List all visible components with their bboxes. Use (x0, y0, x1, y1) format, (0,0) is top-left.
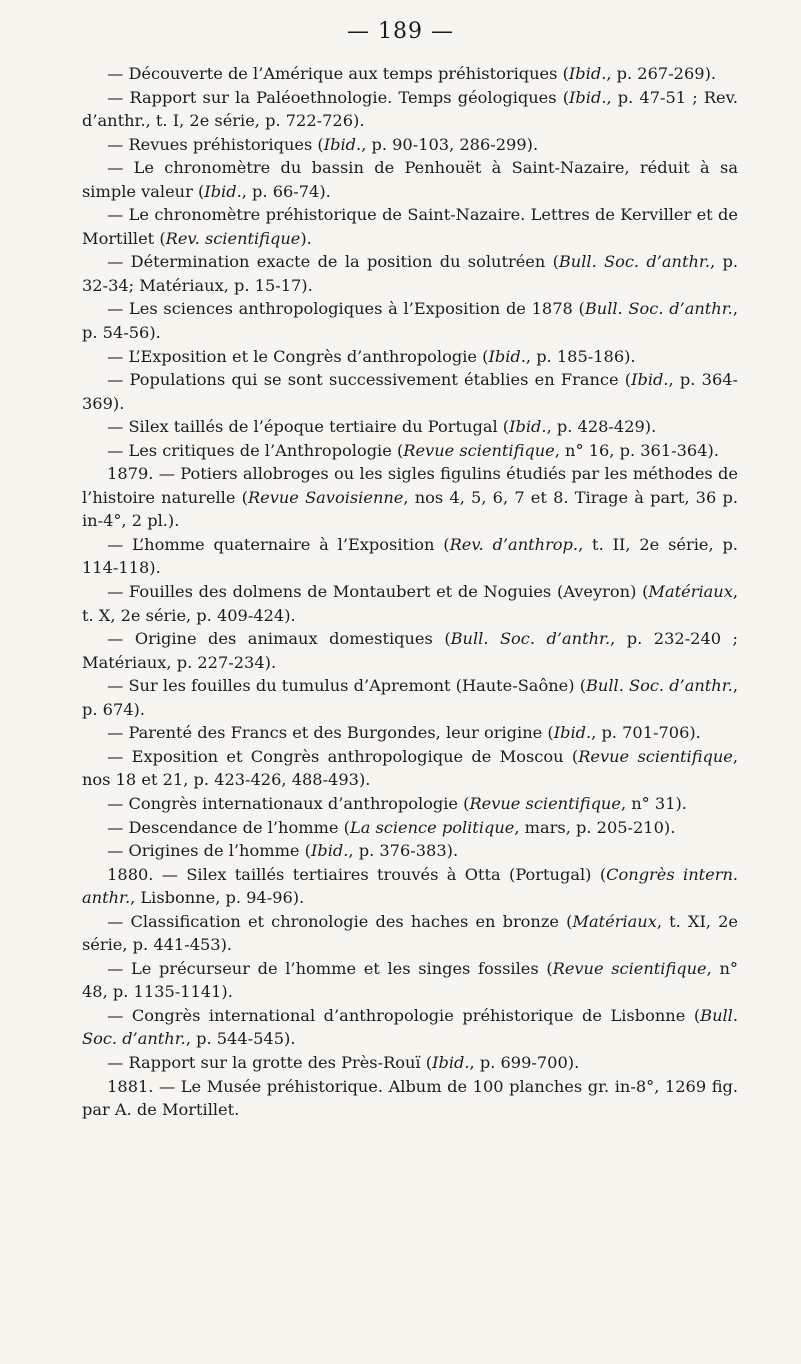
entry-source: Ibid. (631, 370, 669, 390)
entry-source: Revue scientifique (403, 440, 555, 460)
bibliography-entry (82, 533, 738, 580)
bibliography-list (82, 62, 738, 1122)
entry-details: , p. 544-545). (185, 1029, 296, 1049)
entry-paren: ( (192, 181, 205, 201)
entry-title: Le chronomètre préhistorique de Saint-Nazaire. Lettres de Kerviller et de Mortillet (82, 205, 738, 248)
entry-details: , p. 674). (82, 676, 738, 719)
entry-title: Congrès international d’anthropologie préhistorique de Lisbonne (131, 1005, 686, 1025)
entry-prefix: — (107, 1005, 132, 1025)
entry-source: Bull. Soc. d’anthr. (558, 252, 711, 272)
entry-details: , p. 376-383). (348, 841, 459, 861)
entry-paren: ( (420, 1052, 433, 1072)
entry-details: , p. 699-700). (469, 1052, 580, 1072)
entry-details: , mars, p. 205-210). (514, 817, 676, 837)
entry-title: Origines de l’homme (128, 841, 300, 861)
entry-details: , p. 428-429). (546, 417, 657, 437)
entry-prefix: — (107, 582, 129, 602)
bibliography-entry (82, 156, 738, 203)
entry-source: Revue scientifique (578, 746, 733, 766)
entry-title: Congrès internationaux d’anthropologie (128, 793, 458, 813)
entry-prefix: — (107, 134, 129, 154)
entry-source: Ibid. (432, 1052, 470, 1072)
entry-prefix: — (107, 817, 129, 837)
bibliography-entry (82, 345, 738, 369)
bibliography-entry (82, 462, 738, 533)
entry-source: Revue scientifique (469, 793, 621, 813)
entry-source: La science politique (349, 817, 515, 837)
bibliography-entry (82, 863, 738, 910)
entry-title: Exposition et Congrès anthropologique de Moscou (131, 746, 564, 766)
entry-details: ). (300, 228, 312, 248)
entry-title: Rapport sur la grotte des Près-Rouï (128, 1052, 421, 1072)
entry-paren: ( (685, 1005, 701, 1025)
entry-title: Potiers allobroges ou les sigles figulins étudiés par les méthodes de l’histoire naturelle (82, 464, 738, 507)
entry-paren: ( (556, 87, 570, 107)
entry-prefix: 1880. — (107, 864, 187, 884)
entry-prefix: — (107, 299, 130, 319)
entry-title: Descendance de l’homme (128, 817, 339, 837)
entry-source: Matériaux (572, 911, 657, 931)
bibliography-entry (82, 627, 738, 674)
entry-paren: ( (591, 864, 607, 884)
entry-title: Classification et chronologie des haches en bronze (130, 911, 559, 931)
bibliography-entry (82, 1075, 738, 1122)
entry-prefix: — (107, 370, 130, 390)
entry-paren: ( (458, 793, 470, 813)
entry-source: Ibid. (568, 64, 607, 83)
entry-prefix: — (107, 440, 129, 460)
entry-prefix: — (107, 64, 129, 83)
bibliography-entry (82, 1051, 738, 1075)
entry-title: Le chronomètre du bassin de Penhouët à Saint-Nazaire, réduit à sa simple valeur (82, 158, 738, 201)
entry-paren: ( (338, 817, 350, 837)
entry-prefix: — (107, 676, 129, 696)
entry-paren: ( (154, 228, 166, 248)
entry-source: Ibid. (310, 841, 349, 861)
entry-prefix: — (107, 158, 134, 178)
entry-prefix: — (107, 1052, 129, 1072)
bibliography-entry (82, 133, 738, 157)
entry-paren: ( (563, 746, 579, 766)
entry-paren: ( (558, 911, 573, 931)
entry-paren: ( (432, 629, 451, 649)
entry-details: , p. 364-369). (82, 370, 739, 413)
entry-details: , n° 48, p. 1135-1141). (82, 958, 738, 1002)
entry-details: , nos 18 et 21, p. 423-426, 488-493). (82, 746, 739, 790)
entry-details: , p. 90-103, 286-299). (361, 134, 539, 154)
entry-details: , t. X, 2e série, p. 409-424). (82, 582, 738, 625)
entry-paren: ( (312, 134, 324, 154)
entry-title: Découverte de l’Amérique aux temps préhistoriques (128, 64, 558, 83)
bibliography-entry (82, 250, 738, 297)
entry-prefix: — (107, 958, 131, 978)
entry-title: Le précurseur de l’homme et les singes fossiles (130, 958, 539, 978)
entry-source: Revue scientifique (552, 958, 707, 978)
entry-prefix: — (107, 205, 129, 225)
entry-details: , p. 267-269). (606, 64, 717, 83)
entry-paren: ( (538, 958, 553, 978)
bibliography-entry (82, 439, 738, 463)
entry-title: Les sciences anthropologiques à l’Exposition de 1878 (129, 299, 573, 319)
entry-prefix: — (107, 534, 133, 554)
entry-title: Populations qui se sont successivement établies en France (129, 370, 619, 390)
entry-details: , p. 32-34; Matériaux, p. 15-17). (82, 252, 738, 295)
bibliography-entry (82, 368, 738, 415)
bibliography-entry (82, 86, 738, 133)
bibliography-entry (82, 721, 738, 745)
entry-title: Les critiques de l’Anthropologie (128, 440, 392, 460)
entry-title: Revues préhistoriques (128, 134, 313, 154)
entry-paren: ( (545, 252, 559, 272)
entry-title: L’Exposition et le Congrès d’anthropologie (128, 346, 477, 366)
entry-title: Origine des animaux domestiques (134, 629, 433, 649)
bibliography-entry (82, 203, 738, 250)
entry-prefix: — (107, 87, 130, 107)
entry-paren: ( (391, 440, 404, 460)
entry-details: , t. II, 2e série, p. 114-118). (82, 534, 738, 578)
entry-prefix: — (107, 793, 129, 813)
entry-details: , p. 185-186). (525, 346, 636, 366)
entry-source: Congrès intern. anthr. (82, 864, 739, 908)
bibliography-entry (82, 297, 738, 344)
entry-source: Bull. Soc. d’anthr. (584, 299, 733, 319)
entry-paren: ( (618, 370, 632, 390)
bibliography-entry (82, 415, 738, 439)
page-number: — 189 — (347, 19, 454, 44)
entry-source: Ibid. (488, 346, 526, 366)
entry-paren: ( (572, 299, 585, 319)
entry-paren: ( (299, 841, 311, 861)
entry-prefix: — (107, 911, 131, 931)
entry-prefix: — (107, 417, 129, 437)
bibliography-entry (82, 910, 738, 957)
entry-paren: ( (574, 676, 587, 696)
entry-title: Parenté des Francs et des Burgondes, leur origine (128, 723, 543, 743)
entry-title: Le Musée préhistorique. Album de 100 planches gr. in-8°, 1269 fig. par A. de Mortillet. (82, 1076, 739, 1120)
entry-paren: ( (235, 487, 248, 507)
entry-details: , n° 31). (620, 793, 687, 813)
bibliography-entry (82, 792, 738, 816)
entry-title: Fouilles des dolmens de Montaubert et de Noguies (Aveyron) (129, 582, 637, 602)
bibliography-entry (82, 674, 738, 721)
entry-prefix: — (107, 723, 129, 743)
entry-source: Bull. Soc. d’anthr. (450, 629, 611, 649)
bibliography-entry (82, 745, 738, 792)
entry-prefix: — (107, 252, 131, 272)
entry-title: Rapport sur la Paléoethnologie. Temps géologiques (129, 87, 557, 107)
entry-paren: ( (434, 534, 450, 554)
entry-source: Ibid. (204, 181, 242, 201)
entry-source: Ibid. (509, 417, 547, 437)
entry-details: , p. 66-74). (241, 181, 331, 201)
entry-details: , p. 232-240 ; Matériaux, p. 227-234). (82, 629, 739, 672)
entry-source: Rev. scientifique (165, 228, 301, 248)
entry-title: Silex taillés tertiaires trouvés à Otta (Portugal) (186, 864, 592, 884)
entry-source: Rev. d’anthrop. (449, 534, 579, 554)
entry-title: Silex taillés de l’époque tertiaire du Portugal (128, 417, 498, 437)
entry-prefix: — (107, 346, 129, 366)
entry-source: Bull. Soc. d’anthr. (586, 676, 733, 696)
entry-prefix: 1881. — (107, 1076, 181, 1096)
entry-title: Sur les fouilles du tumulus d’Apremont (Haute-Saône) (128, 676, 575, 696)
bibliography-entry (82, 580, 738, 627)
entry-prefix: — (107, 841, 129, 861)
entry-source: Matériaux (648, 582, 733, 602)
entry-source: Ibid. (323, 134, 362, 154)
entry-paren: ( (542, 723, 554, 743)
bibliography-entry (82, 62, 738, 86)
entry-paren: ( (636, 582, 649, 602)
entry-source: Bull. Soc. d’anthr. (82, 1005, 738, 1049)
entry-source: Revue Savoisienne (247, 487, 404, 507)
entry-paren: ( (557, 64, 569, 83)
entry-paren: ( (497, 417, 510, 437)
entry-details: , p. 47-51 ; Rev. d’anthr., t. I, 2e série, p. 722-726). (82, 87, 738, 131)
entry-details: , Lisbonne, p. 94-96). (130, 888, 305, 908)
entry-source: Ibid. (553, 723, 592, 743)
entry-title: L’homme quaternaire à l’Exposition (132, 534, 435, 554)
bibliography-entry (82, 816, 738, 840)
entry-prefix: — (107, 629, 135, 649)
bibliography-entry (82, 957, 738, 1004)
entry-details: , nos 4, 5, 6, 7 et 8. Tirage à part, 36 p. in-4°, 2 pl.). (82, 487, 738, 531)
entry-details: , t. XI, 2e série, p. 441-453). (82, 911, 738, 955)
entry-details: , n° 16, p. 361-364). (554, 440, 719, 460)
bibliography-entry (82, 1004, 738, 1051)
entry-prefix: 1879. — (107, 464, 181, 484)
bibliography-entry (82, 839, 738, 863)
entry-prefix: — (107, 746, 132, 766)
entry-details: , p. 54-56). (82, 299, 738, 343)
entry-source: Ibid. (569, 87, 607, 107)
entry-details: , p. 701-706). (591, 723, 701, 743)
entry-title: Détermination exacte de la position du solutréen (130, 252, 546, 272)
entry-paren: ( (476, 346, 489, 366)
